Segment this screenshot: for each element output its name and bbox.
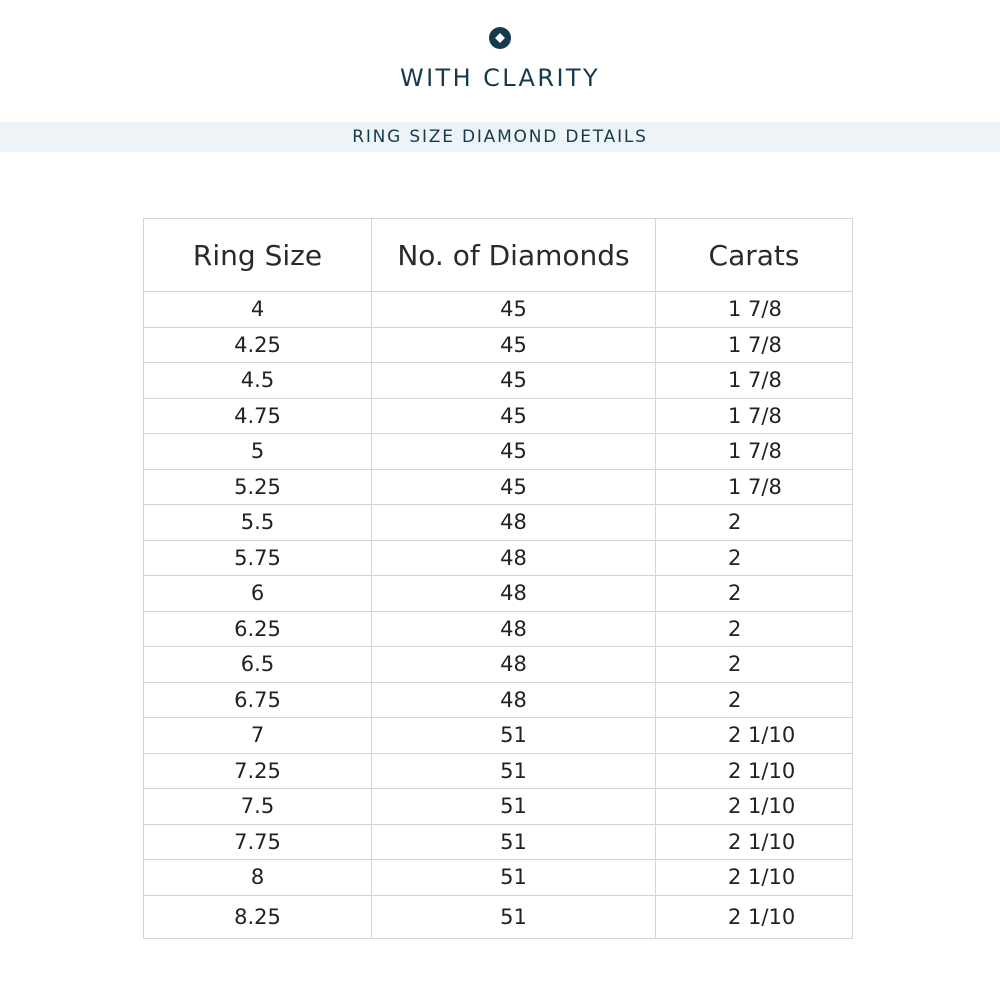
table-row: [144, 327, 853, 363]
cell-no-of-diamonds: 51: [372, 753, 656, 789]
cell-carats: 1 7/8: [656, 327, 853, 363]
cell-carats: 2: [656, 505, 853, 541]
cell-ring-size: 6: [144, 576, 372, 612]
table-row: [144, 540, 853, 576]
subtitle-band: [0, 122, 1000, 152]
cell-no-of-diamonds: 51: [372, 895, 656, 938]
ring-size-table: [143, 218, 853, 939]
cell-no-of-diamonds: 48: [372, 682, 656, 718]
table-row: [144, 753, 853, 789]
table-row: [144, 434, 853, 470]
cell-carats: 1 7/8: [656, 469, 853, 505]
cell-ring-size: 4: [144, 292, 372, 328]
cell-no-of-diamonds: 48: [372, 540, 656, 576]
cell-ring-size: 4.75: [144, 398, 372, 434]
cell-no-of-diamonds: 51: [372, 860, 656, 896]
cell-carats: 2: [656, 647, 853, 683]
cell-ring-size: 5: [144, 434, 372, 470]
cell-carats: 2 1/10: [656, 718, 853, 754]
table-row: [144, 576, 853, 612]
cell-no-of-diamonds: 45: [372, 469, 656, 505]
cell-carats: 2 1/10: [656, 895, 853, 938]
cell-carats: 1 7/8: [656, 434, 853, 470]
table-row: [144, 789, 853, 825]
table-header-row: [144, 219, 853, 292]
cell-carats: 2: [656, 576, 853, 612]
cell-ring-size: 5.25: [144, 469, 372, 505]
cell-no-of-diamonds: 48: [372, 576, 656, 612]
cell-ring-size: 4.5: [144, 363, 372, 399]
cell-no-of-diamonds: 51: [372, 824, 656, 860]
cell-ring-size: 7: [144, 718, 372, 754]
table-row: [144, 718, 853, 754]
cell-no-of-diamonds: 48: [372, 505, 656, 541]
cell-carats: 2 1/10: [656, 860, 853, 896]
table-row: [144, 611, 853, 647]
cell-ring-size: 5.75: [144, 540, 372, 576]
cell-no-of-diamonds: 45: [372, 398, 656, 434]
cell-carats: 2 1/10: [656, 789, 853, 825]
header-no-of-diamonds: No. of Diamonds: [372, 219, 656, 292]
cell-ring-size: 6.75: [144, 682, 372, 718]
cell-carats: 2 1/10: [656, 753, 853, 789]
cell-no-of-diamonds: 45: [372, 363, 656, 399]
table-row: [144, 469, 853, 505]
cell-no-of-diamonds: 51: [372, 789, 656, 825]
cell-ring-size: 6.25: [144, 611, 372, 647]
table-row: [144, 505, 853, 541]
cell-ring-size: 5.5: [144, 505, 372, 541]
cell-ring-size: 7.25: [144, 753, 372, 789]
cell-carats: 1 7/8: [656, 363, 853, 399]
table-row: [144, 682, 853, 718]
table-row: [144, 363, 853, 399]
table-row: [144, 647, 853, 683]
header-carats: Carats: [656, 219, 853, 292]
cell-ring-size: 6.5: [144, 647, 372, 683]
brand-header: [0, 26, 1000, 92]
cell-carats: 2: [656, 611, 853, 647]
cell-no-of-diamonds: 48: [372, 611, 656, 647]
cell-carats: 2: [656, 682, 853, 718]
cell-ring-size: 7.5: [144, 789, 372, 825]
cell-no-of-diamonds: 51: [372, 718, 656, 754]
table-row: [144, 895, 853, 938]
cell-no-of-diamonds: 45: [372, 292, 656, 328]
table-row: [144, 824, 853, 860]
cell-ring-size: 4.25: [144, 327, 372, 363]
cell-ring-size: 8.25: [144, 895, 372, 938]
cell-no-of-diamonds: 45: [372, 434, 656, 470]
cell-carats: 1 7/8: [656, 292, 853, 328]
brand-name: WITH CLARITY: [399, 64, 601, 92]
table-row: [144, 398, 853, 434]
cell-ring-size: 8: [144, 860, 372, 896]
cell-carats: 1 7/8: [656, 398, 853, 434]
table-row: [144, 860, 853, 896]
table-row: [144, 292, 853, 328]
cell-carats: 2 1/10: [656, 824, 853, 860]
cell-ring-size: 7.75: [144, 824, 372, 860]
header-ring-size: Ring Size: [144, 219, 372, 292]
page-subtitle: RING SIZE DIAMOND DETAILS: [352, 127, 648, 147]
cell-carats: 2: [656, 540, 853, 576]
cell-no-of-diamonds: 48: [372, 647, 656, 683]
cell-no-of-diamonds: 45: [372, 327, 656, 363]
diamond-circle-logo-icon: [488, 26, 512, 50]
